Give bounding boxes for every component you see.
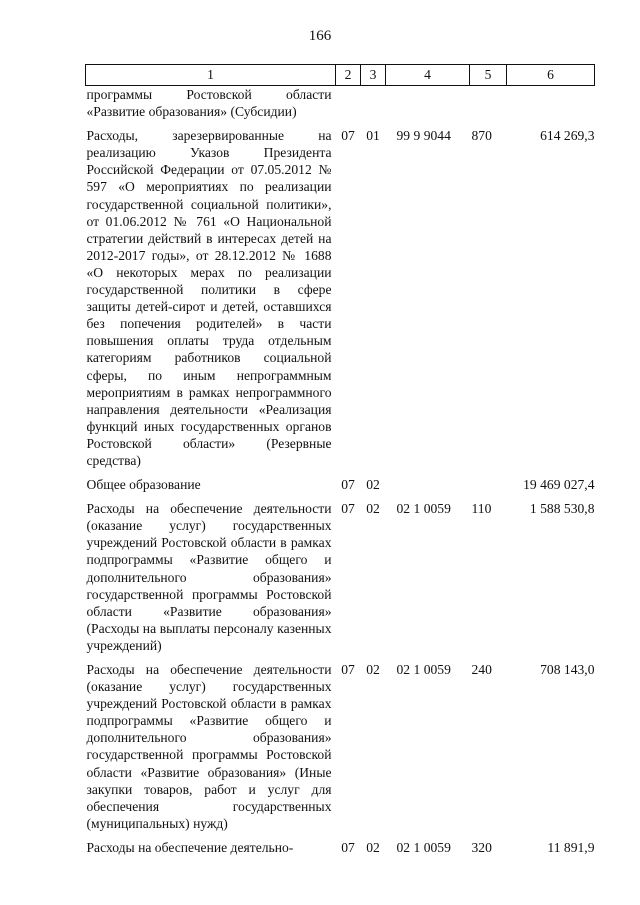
row-subsection: 01	[366, 128, 380, 144]
row-amount: 614 269,3	[540, 128, 595, 144]
header-col-5: 5	[470, 65, 507, 86]
row-subsection	[361, 86, 386, 121]
row-target-code: 02 1 0059	[396, 662, 451, 677]
row-section: 07	[341, 839, 355, 855]
row-description: Расходы на обеспечение деятельно-	[86, 839, 294, 855]
row-expense-type	[470, 86, 507, 121]
row-section: 07	[341, 128, 355, 144]
row-section: 07	[341, 501, 355, 517]
row-subsection: 02	[366, 662, 380, 677]
table-row	[86, 469, 595, 493]
header-col-6: 6	[507, 65, 595, 86]
row-expense-type: 240	[471, 662, 492, 677]
row-expense-type	[470, 469, 507, 493]
budget-table	[85, 64, 595, 856]
row-subsection: 02	[366, 477, 380, 493]
row-amount: 19 469 027,4	[523, 477, 595, 493]
row-amount: 708 143,0	[540, 662, 595, 677]
table-row	[86, 654, 595, 832]
header-col-4: 4	[386, 65, 470, 86]
row-expense-type: 870	[471, 128, 492, 144]
row-expense-type: 110	[471, 501, 492, 517]
row-target-code: 02 1 0059	[396, 501, 451, 517]
row-target-code: 02 1 0059	[396, 839, 451, 855]
row-amount: 11 891,9	[547, 839, 595, 855]
table-row	[86, 493, 595, 654]
row-subsection: 02	[366, 839, 380, 855]
row-description: Расходы на обеспечение деятельности (оказание услуг) государственных учреждений Ростовской области в рамках подпрограммы «Развитие общего и дополнительного образования» государственной программы Ростовской области «Развитие образования» (Расходы на выплаты персоналу казенных учреждений)	[86, 501, 332, 653]
row-section: 07	[341, 662, 355, 677]
header-col-1: 1	[86, 65, 336, 86]
page-number: 166	[308, 28, 332, 44]
row-target-code	[386, 469, 470, 493]
row-expense-type: 320	[471, 839, 492, 855]
header-row	[86, 65, 595, 86]
row-amount: 1 588 530,8	[529, 501, 595, 517]
header-col-3: 3	[361, 65, 386, 86]
row-target-code: 99 9 9044	[396, 128, 451, 144]
row-subsection: 02	[366, 501, 380, 517]
table-row	[86, 120, 595, 469]
row-amount	[507, 86, 595, 121]
row-description: Расходы, зарезервированные на реализацию Указов Президента Российской Федерации от 07.05.2012 № 597 «О мероприятиях по реализации государственной социальной политики», от 01.06.2012 № 761 «О Национальной стратегии действий в интересах детей на 2012-2017 годы», от 28.12.2012 № 1688 «О некоторых мерах по реализации государственной политики в сфере защиты детей-сирот и детей, оставшихся без попечения родителей» в части повышения оплаты труда отдельным категориям работников социальной сферы, по иным непрограммным мероприятиям в рамках непрограммного направления деятельности «Реализация функций иных государственных органов Ростовской области» (Резервные средства)	[86, 128, 332, 468]
row-description: Расходы на обеспечение деятельности (оказание услуг) государственных учреждений Ростовской области в рамках подпрограммы «Развитие общего и дополнительного образования» государственной программы Ростовской области «Развитие образования» (Иные закупки товаров, работ и услуг для обеспечения государственных (муниципальных) нужд)	[86, 662, 332, 831]
header-col-2: 2	[336, 65, 361, 86]
row-target-code	[386, 86, 470, 121]
row-section	[336, 86, 361, 121]
table-row	[86, 86, 595, 121]
table-header	[86, 65, 595, 86]
row-description: Общее образование	[86, 477, 201, 493]
table-row	[86, 832, 595, 856]
row-section: 07	[341, 477, 355, 493]
row-description: программы Ростовской области «Развитие образования» (Субсидии)	[86, 87, 332, 120]
table-body	[86, 86, 595, 857]
